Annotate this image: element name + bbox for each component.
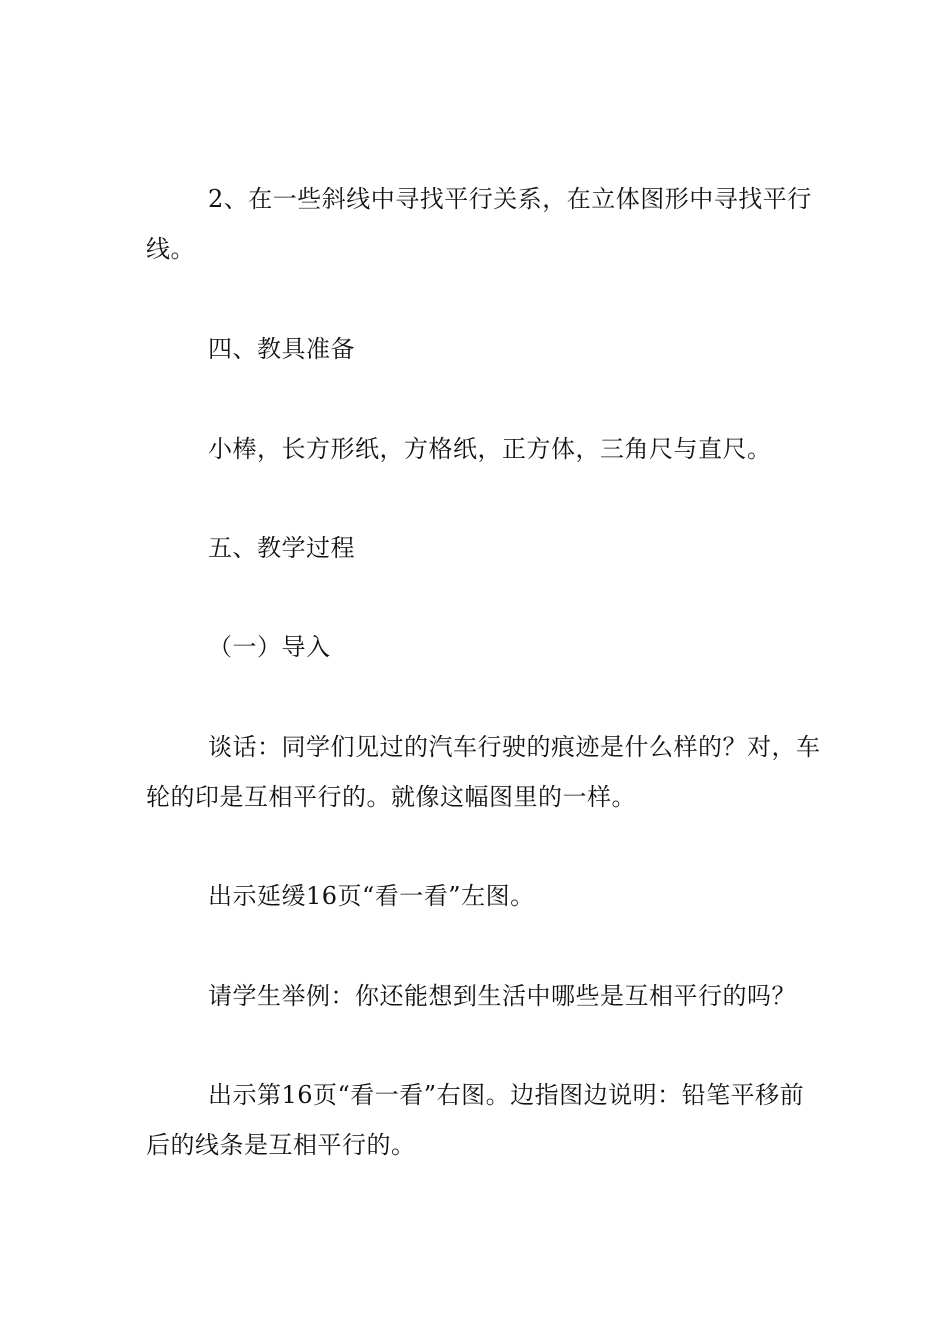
paragraph-show-right-figure: 出示第16页“看一看”右图。边指图边说明：铅笔平移前后的线条是互相平行的。 bbox=[146, 1081, 805, 1159]
paragraph-objective-2: 2、在一些斜线中寻找平行关系，在立体图形中寻找平行线。 bbox=[146, 185, 812, 263]
heading-introduction: （一）导入 bbox=[208, 633, 331, 661]
paragraph-teaching-aids: 小棒，长方形纸，方格纸，正方体，三角尺与直尺。 bbox=[208, 435, 772, 463]
heading-teaching-process: 五、教学过程 bbox=[208, 534, 355, 562]
paragraph-talk: 谈话：同学们见过的汽车行驶的痕迹是什么样的？对，车轮的印是互相平行的。就像这幅图里的一样。 bbox=[146, 733, 821, 811]
paragraph-show-left-figure: 出示延缓16页“看一看”左图。 bbox=[208, 882, 535, 910]
paragraph-student-examples: 请学生举例：你还能想到生活中哪些是互相平行的吗？ bbox=[208, 982, 796, 1010]
heading-teaching-aids: 四、教具准备 bbox=[208, 335, 355, 363]
